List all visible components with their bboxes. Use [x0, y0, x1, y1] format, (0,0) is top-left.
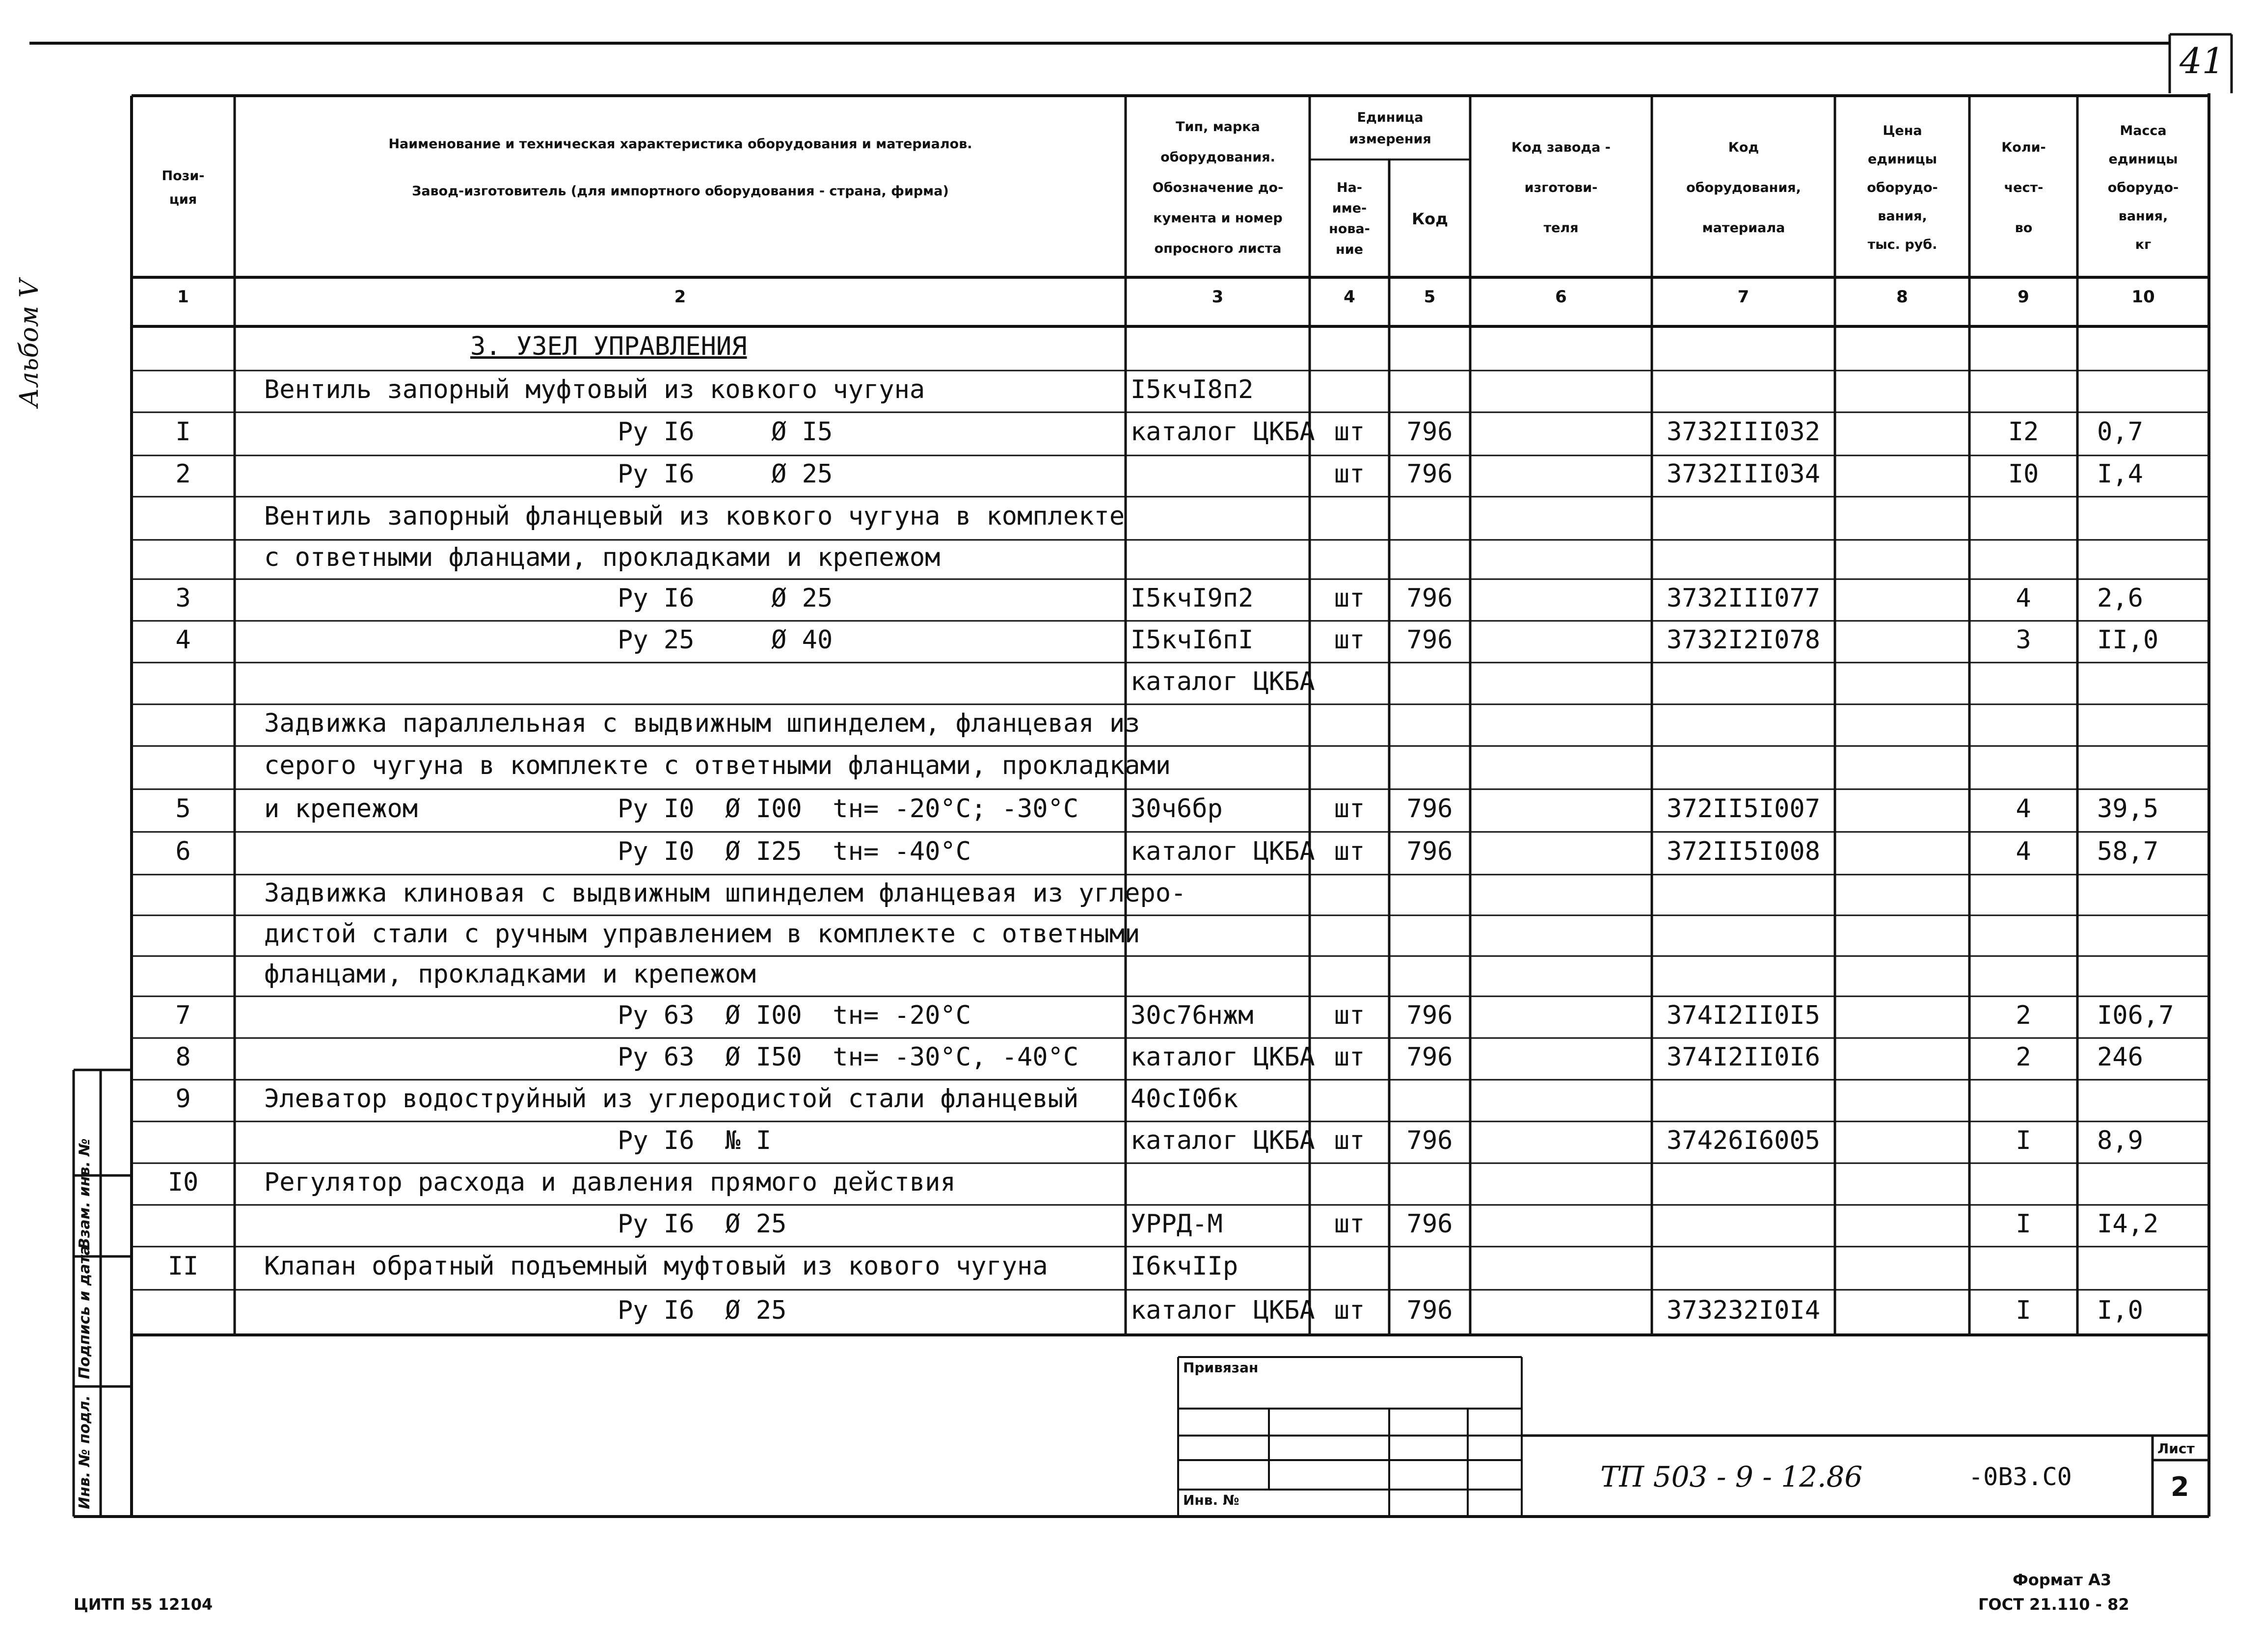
row-quantity: I — [2016, 1125, 2031, 1155]
column-number: 2 — [674, 287, 686, 307]
row-spec: Ру I0 Ø I25 tн= -40°С — [618, 836, 971, 866]
row-position: 2 — [175, 459, 191, 489]
row-unit-code: 796 — [1406, 417, 1453, 447]
strip-signature-date: Подпись и дата — [76, 1245, 93, 1379]
row-type: I5кчI9п2 — [1130, 583, 1254, 613]
row-spec: Ру I6 Ø 25 — [618, 1209, 787, 1239]
row-equipment-code: 3732III032 — [1666, 417, 1821, 447]
row-type: каталог ЦКБА — [1130, 417, 1315, 447]
row-type: 40сI0бк — [1130, 1084, 1238, 1114]
row-spec: 3. УЗЕЛ УПРАВЛЕНИЯ — [470, 332, 747, 361]
row-unit: шт — [1334, 1296, 1365, 1325]
row-type: I5кчI6пI — [1130, 625, 1254, 655]
row-unit: шт — [1334, 583, 1365, 613]
row-name: фланцами, прокладками и крепежом — [264, 959, 756, 989]
row-equipment-code: 3732I2I078 — [1666, 625, 1821, 655]
row-unit: шт — [1334, 1209, 1365, 1239]
row-mass: II,0 — [2097, 625, 2159, 655]
row-equipment-code: 37426I6005 — [1666, 1125, 1821, 1155]
row-mass: 58,7 — [2097, 836, 2159, 866]
row-unit: шт — [1334, 1125, 1365, 1155]
header-type: Тип, марка оборудования. Обозначение до- кумента и номер опросного листа — [1152, 119, 1284, 256]
row-type: УРРД-М — [1130, 1209, 1223, 1239]
sheet-number: 2 — [2171, 1471, 2189, 1502]
sheet-corner-number: 41 — [2180, 40, 2225, 81]
header-mass: Масса единицы оборудо- вания, кг — [2107, 123, 2179, 252]
row-unit: шт — [1334, 836, 1365, 866]
row-position: 9 — [175, 1084, 191, 1114]
row-quantity: I2 — [2008, 417, 2039, 447]
row-type: 30с76нжм — [1130, 1000, 1254, 1030]
row-equipment-code: 372II5I008 — [1666, 836, 1821, 866]
row-unit-code: 796 — [1406, 459, 1453, 489]
doc-code: ТП 503 - 9 - 12.86 — [1600, 1460, 1863, 1493]
column-number: 8 — [1896, 287, 1908, 307]
row-equipment-code: 374I2II0I5 — [1666, 1000, 1821, 1030]
row-position: 3 — [175, 583, 191, 613]
row-position: 6 — [175, 836, 191, 866]
row-type: 30ч6бр — [1130, 794, 1223, 824]
header-unit-code: Код — [1412, 210, 1448, 228]
row-equipment-code: 374I2II0I6 — [1666, 1042, 1821, 1072]
row-type: каталог ЦКБА — [1130, 666, 1315, 696]
row-quantity: I — [2016, 1209, 2031, 1239]
row-type: каталог ЦКБА — [1130, 1125, 1315, 1155]
row-name: и крепежом — [264, 794, 418, 824]
row-equipment-code: 373232I0I4 — [1666, 1296, 1821, 1325]
row-unit: шт — [1334, 625, 1365, 655]
row-equipment-code: 3732III077 — [1666, 583, 1821, 613]
column-number: 9 — [2018, 287, 2029, 307]
column-number: 6 — [1555, 287, 1567, 307]
header-unit-name: На- име- нова- ние — [1329, 180, 1370, 257]
row-mass: I06,7 — [2097, 1000, 2174, 1030]
row-type: I6кчIIр — [1130, 1252, 1238, 1281]
column-number: 7 — [1737, 287, 1750, 307]
row-name: Вентиль запорный фланцевый из ковкого чугуна в комплекте — [264, 502, 1125, 531]
row-quantity: 2 — [2016, 1000, 2031, 1030]
doc-suffix: -0В3.С0 — [1968, 1463, 2072, 1491]
row-quantity: 4 — [2016, 583, 2031, 613]
row-type: I5кчI8п2 — [1130, 374, 1254, 404]
row-position: 8 — [175, 1042, 191, 1072]
row-mass: 8,9 — [2097, 1125, 2143, 1155]
header-price: Цена единицы оборудо- вания, тыс. руб. — [1867, 123, 1938, 252]
row-name: Клапан обратный подъемный муфтовый из кового чугуна — [264, 1252, 1048, 1281]
row-position: 7 — [175, 1000, 191, 1030]
side-signature: Альбом V — [15, 279, 44, 407]
strip-inv-podl: Инв. № подл. — [76, 1395, 93, 1509]
row-unit: шт — [1334, 459, 1365, 489]
row-spec: Ру I6 Ø I5 — [618, 417, 833, 447]
row-unit: шт — [1334, 417, 1365, 447]
row-spec: Ру 63 Ø I00 tн= -20°С — [618, 1000, 971, 1030]
row-unit: шт — [1334, 1042, 1365, 1072]
row-unit-code: 796 — [1406, 1209, 1453, 1239]
row-position: 4 — [175, 625, 191, 655]
row-unit-code: 796 — [1406, 1296, 1453, 1325]
header-equipment-code: Код оборудования, материала — [1686, 139, 1801, 236]
row-name: серого чугуна в комплекте с ответными фланцами, прокладками — [264, 751, 1171, 780]
row-mass: 39,5 — [2097, 794, 2159, 824]
row-mass: I,0 — [2097, 1296, 2143, 1325]
stamp-inv-no: Инв. № — [1183, 1492, 1239, 1508]
stamp-privyazan: Привязан — [1183, 1359, 1259, 1376]
header-unit-group: Единица измерения — [1349, 110, 1431, 147]
row-spec: Ру I6 № I — [618, 1125, 772, 1155]
row-mass: 2,6 — [2097, 583, 2143, 613]
row-quantity: 2 — [2016, 1042, 2031, 1072]
row-unit-code: 796 — [1406, 1125, 1453, 1155]
row-quantity: 3 — [2016, 625, 2031, 655]
row-spec: Ру 25 Ø 40 — [618, 625, 833, 655]
row-spec: Ру 63 Ø I50 tн= -30°С, -40°С — [618, 1042, 1079, 1072]
header-name: Наименование и техническая характеристика оборудования и материалов. Завод-изготовитель (для импортного оборудования - страна, фирма) — [388, 136, 972, 199]
footer-gost: ГОСТ 21.110 - 82 — [1978, 1595, 2129, 1614]
column-number: 4 — [1344, 287, 1355, 307]
row-mass: I,4 — [2097, 459, 2143, 489]
row-spec: Ру I6 Ø 25 — [618, 583, 833, 613]
strip-vzam-inv: Взам. инв. № — [76, 1138, 93, 1249]
row-quantity: I0 — [2008, 459, 2039, 489]
row-name: Задвижка клиновая с выдвижным шпинделем фланцевая из углеро- — [264, 878, 1186, 908]
row-mass: 246 — [2097, 1042, 2143, 1072]
row-name: с ответными фланцами, прокладками и крепежом — [264, 543, 941, 572]
row-unit-code: 796 — [1406, 794, 1453, 824]
sheet-label: Лист — [2157, 1440, 2195, 1457]
row-name: Вентиль запорный муфтовый из ковкого чугуна — [264, 374, 925, 404]
column-number: 1 — [177, 287, 189, 307]
row-spec: Ру I6 Ø 25 — [618, 1296, 787, 1325]
column-number: 10 — [2131, 287, 2155, 307]
row-unit-code: 796 — [1406, 836, 1453, 866]
row-position: II — [167, 1252, 199, 1281]
row-position: I0 — [167, 1167, 199, 1197]
column-number: 3 — [1211, 287, 1224, 307]
row-unit-code: 796 — [1406, 583, 1453, 613]
row-name: Регулятор расхода и давления прямого действия — [264, 1167, 956, 1197]
row-spec: Ру I6 Ø 25 — [618, 459, 833, 489]
footer-citp: ЦИТП 55 12104 — [74, 1595, 213, 1614]
row-spec: Ру I0 Ø I00 tн= -20°С; -30°С — [618, 794, 1079, 824]
row-type: каталог ЦКБА — [1130, 836, 1315, 866]
row-quantity: I — [2016, 1296, 2031, 1325]
row-type: каталог ЦКБА — [1130, 1042, 1315, 1072]
row-quantity: 4 — [2016, 794, 2031, 824]
row-name: Элеватор водоструйный из углеродистой стали фланцевый — [264, 1084, 1079, 1114]
row-mass: 0,7 — [2097, 417, 2143, 447]
row-quantity: 4 — [2016, 836, 2031, 866]
header-quantity: Коли- чест- во — [2001, 139, 2046, 236]
header-position: Пози- ция — [162, 168, 205, 207]
row-equipment-code: 372II5I007 — [1666, 794, 1821, 824]
footer-format: Формат А3 — [2013, 1571, 2112, 1589]
row-name: дистой стали с ручным управлением в комплекте с ответными — [264, 919, 1140, 949]
row-position: 5 — [175, 794, 191, 824]
row-position: I — [175, 417, 191, 447]
row-unit-code: 796 — [1406, 625, 1453, 655]
row-unit: шт — [1334, 794, 1365, 824]
row-equipment-code: 3732III034 — [1666, 459, 1821, 489]
column-number: 5 — [1424, 287, 1436, 307]
row-unit-code: 796 — [1406, 1042, 1453, 1072]
row-unit: шт — [1334, 1000, 1365, 1030]
row-name: Задвижка параллельная с выдвижным шпинделем, фланцевая из — [264, 708, 1140, 738]
row-unit-code: 796 — [1406, 1000, 1453, 1030]
row-mass: I4,2 — [2097, 1209, 2159, 1239]
header-plant-code: Код завода - изготови- теля — [1511, 139, 1611, 236]
row-type: каталог ЦКБА — [1130, 1296, 1315, 1325]
